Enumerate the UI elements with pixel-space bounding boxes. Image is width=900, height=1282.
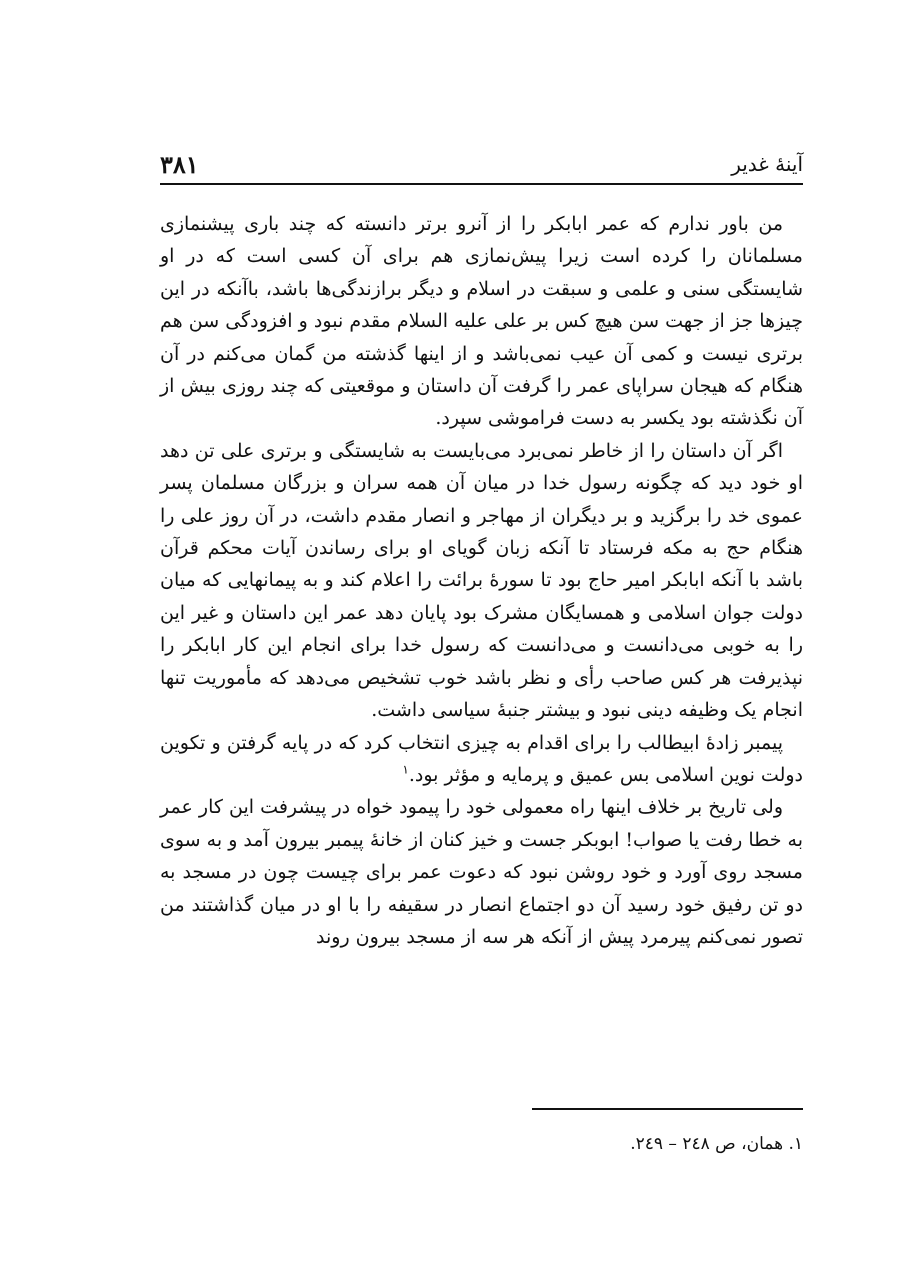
paragraph: اگر آن داستان را از خاطر نمی‌برد می‌بايست به شايستگی و برتری علی تن دهد او خود ديد که چگونه رسول خدا در ميان آن همه سران و بزرگان مسلمان پسر عموی خد را برگزيد و بر ديگران از مهاجر و انصار مقدم داشت، در آن روز علی را هنگام حج به مکه فرستاد تا آنکه زبان گويای او برای رساندن آيات محکم قرآن باشد با آنکه ابابکر امير حاج بود تا سورهٔ برائت را اعلام کند و به پيمانهايی که ميان دولت جوان اسلامی و همسايگان مشرک بود پايان دهد عمر اين داستان و غير اين را به خوبی می‌دانست و می‌دانست که رسول خدا برای انجام اين کار ابابکر را نپذيرفت هر کس صاحب رأی و نظر باشد خوب تشخيص می‌دهد که مأموريت تنها انجام يک وظيفه دينی نبود و بيشتر جنبهٔ سياسی داشت.	[160, 439, 803, 722]
paragraph: من باور ندارم که عمر ابابکر را از آنرو برتر دانسته که چند باری پيشنمازی مسلمانان را کرده است زيرا پيش‌نمازی هم برای آن کسی است که در او شايستگی سنی و علمی و سبقت در اسلام و ديگر برازندگی‌ها باشد، باآنکه در اين چيزها جز از جهت سن هيچ کس بر علی عليه السلام مقدم نبود و افزودگی سن هم برتری نيست و کمی آن عيب نمی‌باشد و از اينها گذشته من گمان می‌کنم در آن هنگام که هيجان سراپای عمر را گرفت آن داستان و موقعيتی که چند روزی بيش از آن نگذشته بود يکسر به دست فراموشی سپرد.	[160, 213, 803, 430]
footnote-rule	[532, 1108, 803, 1110]
paragraph-text: پيمبر زادهٔ ابيطالب را برای اقدام به چيزی انتخاب کرد که در پايه گرفتن و تکوين دولت نوين اسلامی بس عميق و پرمايه و مؤثر بود.	[160, 731, 803, 786]
footnote: ۱. همان، ص ۲٤۸ – ۲٤۹.	[630, 1134, 803, 1154]
header-rule	[160, 183, 803, 185]
paragraph: ولی تاريخ بر خلاف اينها راه معمولی خود را پيمود خواه در پيشرفت اين کار عمر به خطا رفت يا صواب! ابوبکر جست و خيز کنان از خانهٔ پيمبر بيرون آمد و به سوی مسجد روی آورد و خود روشن نبود که دعوت عمر برای چيست چون در مسجد به دو تن رفيق خود رسيد آن دو اجتماع انصار در سقيفه را با او در ميان گذاشتند من تصور نمی‌کنم پيرمرد پيش از آنکه هر سه از مسجد بيرون روند	[160, 796, 803, 948]
footnote-marker: ۱	[402, 762, 409, 777]
page-number: ۳۸۱	[160, 149, 199, 179]
running-title: آينهٔ غدير	[731, 152, 803, 176]
main-text	[160, 208, 803, 953]
paragraph	[160, 727, 803, 792]
page-header	[160, 146, 803, 182]
